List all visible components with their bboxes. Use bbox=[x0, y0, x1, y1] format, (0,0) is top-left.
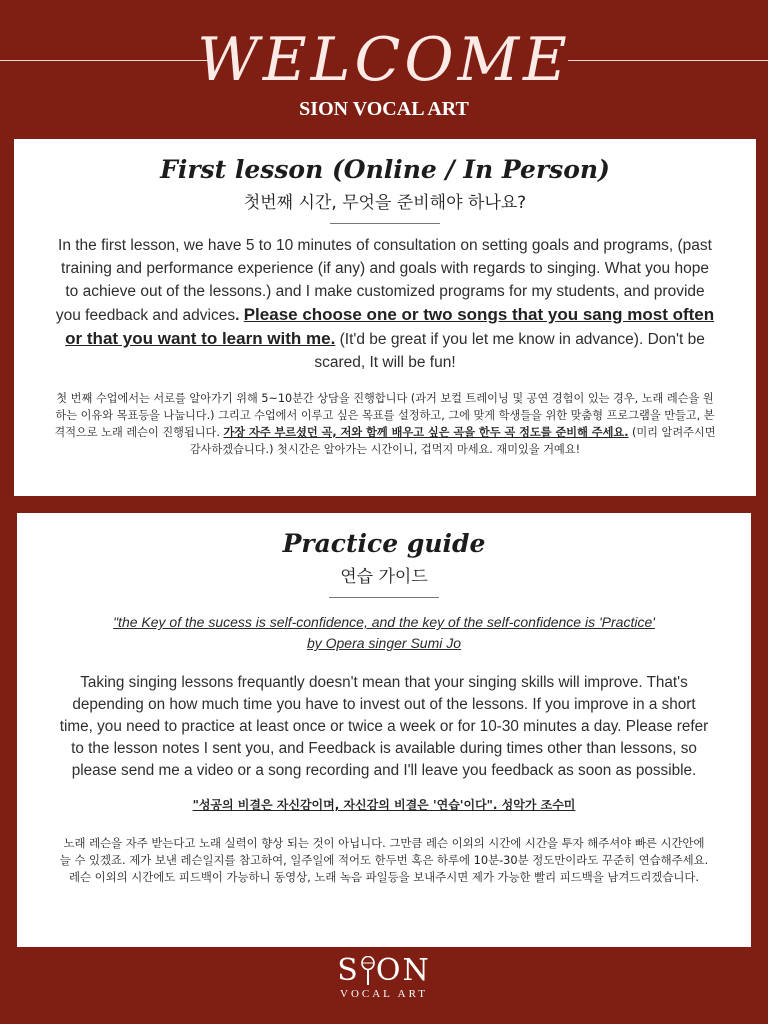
first-lesson-ko-part1: 첫 번째 수업에서는 서로를 알아가기 위해 5~10분간 상담을 진행합니다 (과거 보컬 트레이닝 및 공연 경험이 있는 경우, 노래 레슨을 원하는 이유와 목표등을 나눕니다.) 그리고 수업에서 이루고 싶은 목표를 설정하고, 그에 맞게 학생들을 위한 맞춤형 프로그램을 만들고, 본격적으로 노래 레슨이 진행됩니다. bbox=[54, 392, 715, 439]
practice-korean-text: 노래 레슨을 자주 받는다고 노래 실력이 향상 되는 것이 아닙니다. 그만큼 레슨 이외의 시간에 시간을 투자 해주셔야 빠른 시간안에 늘 수 있겠죠. 제가 보낸 레슨일지를 참고하여, 일주일에 적어도 한두번 혹은 하루에 10분-30분 정도만이라도 꾸준히 연습해주세요. 레슨 이외의 시간에도 피드백이 가능하니 동영상, 노래 녹음 파일등을 보내주시면 제가 가능한 빨리 피드백을 남겨드리겠습니다. bbox=[59, 836, 709, 884]
logo-wordmark bbox=[337, 954, 430, 988]
header bbox=[0, 0, 768, 136]
practice-guide-card bbox=[17, 513, 751, 947]
practice-guide-divider bbox=[329, 597, 439, 598]
first-lesson-en-period: . bbox=[235, 307, 240, 324]
first-lesson-divider bbox=[330, 223, 440, 224]
first-lesson-english-text bbox=[14, 234, 756, 374]
practice-quote bbox=[17, 612, 751, 654]
practice-english-text: Taking singing lessons frequantly doesn't mean that your singing skills will improve. That's depending on how much time you have to invest out of the lessons. If you improve in a short time, you need to practice at least once or twice a week or for 10-30 minutes a day. Please refer to the lesson notes I sent you, and Feedback is available during times other than lessons, so please send me a video or a song recording and I'll leave you feedback as soon as possible. bbox=[59, 674, 709, 779]
practice-guide-subtitle: 연습 가이드 bbox=[340, 567, 428, 587]
first-lesson-title: First lesson (Online / In Person) bbox=[160, 155, 610, 184]
first-lesson-en-part1: In the first lesson, we have 5 to 10 minutes of consultation on setting goals and programs, (past training and performance experience (if any) and goals with regards to singing. What you hope to achieve out of the lessons.) and I make customized programs for my students, and provide you feedback and advices bbox=[55, 237, 712, 324]
practice-quote-line2: by Opera singer Sumi Jo bbox=[306, 635, 462, 651]
microphone-icon bbox=[361, 956, 375, 986]
logo-letter-s: S bbox=[337, 953, 360, 988]
brand-name: SION VOCAL ART bbox=[299, 98, 469, 120]
footer-logo bbox=[0, 954, 768, 1000]
first-lesson-en-part2: (It'd be great if you let me know in advance). Don't be scared, It will be fun! bbox=[314, 331, 705, 371]
practice-quote-line1: "the Key of the sucess is self-confidence, and the key of the self-confidence is 'Practice' bbox=[113, 614, 655, 630]
first-lesson-card bbox=[14, 139, 756, 496]
first-lesson-subtitle: 첫번째 시간, 무엇을 준비해야 하나요? bbox=[243, 193, 527, 213]
welcome-title: WELCOME bbox=[197, 25, 571, 95]
logo-subtitle: VOCAL ART bbox=[340, 988, 428, 1000]
first-lesson-korean-text bbox=[14, 390, 756, 458]
first-lesson-en-emphasis: Please choose one or two songs that you sang most often or that you want to learn with me. bbox=[65, 305, 715, 348]
logo-letters-on: ON bbox=[375, 953, 431, 988]
practice-quote-korean: "성공의 비결은 자신감이며, 자신감의 비결은 '연습'이다". 성악가 조수미 bbox=[192, 798, 576, 812]
practice-guide-title: Practice guide bbox=[282, 529, 486, 558]
first-lesson-ko-part2: (미리 알려주시면 감사하겠습니다.) 첫시간은 알아가는 시간이니, 겁먹지 마세요. 재미있을 거예요! bbox=[189, 426, 716, 456]
first-lesson-ko-emphasis: 가장 자주 부르셨던 곡, 저와 함께 배우고 싶은 곡을 한두 곡 정도를 준비해 주세요. bbox=[223, 426, 629, 439]
